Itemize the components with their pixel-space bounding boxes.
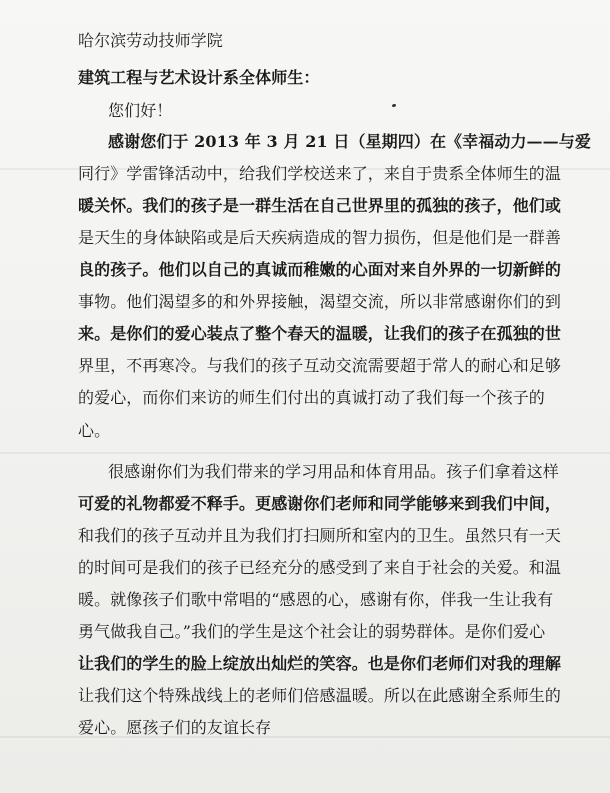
paragraph2-line: 让我们的学生的脸上绽放出灿烂的笑容。也是你们老师们对我的理解 [78, 654, 562, 673]
paragraph1-line: 同行》学雷锋活动中，给我们学校送来了，来自于贵系全体师生的温 [78, 164, 562, 183]
paragraph2-line: 爱心。愿孩子们的友谊长存 [78, 718, 272, 737]
letter-greeting: 您们好！ [108, 101, 173, 120]
paragraph1-line: 事物。他们渴望多的和外界接触，渴望交流，所以非常感谢你们的到 [78, 292, 562, 311]
paragraph1-line: 来。是你们的爱心装点了整个春天的温暖，让我们的孩子在孤独的世 [78, 324, 562, 343]
letter-recipient: 建筑工程与艺术设计系全体师生： [78, 68, 320, 87]
paragraph1-line: 感谢您们于 2013 年 3 月 21 日（星期四）在《幸福动力——与爱 [108, 132, 591, 151]
paragraph1-line: 暖关怀。我们的孩子是一群生活在自己世界里的孤独的孩子，他们或 [78, 196, 562, 215]
school-name: 哈尔滨劳动技师学院 [78, 31, 223, 50]
paragraph2-line: 让我们这个特殊战线上的老师们倍感温暖。所以在此感谢全系师生的 [78, 686, 562, 705]
paragraph2-line: 可爱的礼物都爱不释手。更感谢你们老师和同学能够来到我们中间， [78, 494, 562, 513]
paragraph2-line: 的时间可是我们的孩子已经充分的感受到了来自于社会的关爱。和温 [78, 558, 562, 577]
paragraph2-line: 暖。就像孩子们歌中常唱的“感恩的心，感谢有你，伴我一生让我有 [78, 590, 554, 609]
paragraph2-line: 和我们的孩子互动并且为我们打扫厕所和室内的卫生。虽然只有一天 [78, 526, 562, 545]
paragraph1-line: 的爱心，而你们来访的师生们付出的真诚打动了我们每一个孩子的 [78, 388, 545, 407]
paper-fold-line [0, 452, 610, 454]
paragraph1-line: 界里，不再寒冷。与我们的孩子互动交流需要超于常人的耐心和足够 [78, 356, 562, 375]
paragraph1-line: 心。 [78, 421, 111, 440]
paragraph2-line: 勇气做我自己。”我们的学生是这个社会让的弱势群体。是你们爱心 [78, 622, 546, 641]
ink-smudge [392, 103, 397, 107]
paragraph2-line: 很感谢你们为我们带来的学习用品和体育用品。孩子们拿着这样 [108, 462, 559, 481]
paragraph1-line: 良的孩子。他们以自己的真诚而稚嫩的心面对来自外界的一切新鲜的 [78, 260, 562, 279]
paragraph1-line: 是天生的身体缺陷或是后天疾病造成的智力损伤，但是他们是一群善 [78, 228, 562, 247]
